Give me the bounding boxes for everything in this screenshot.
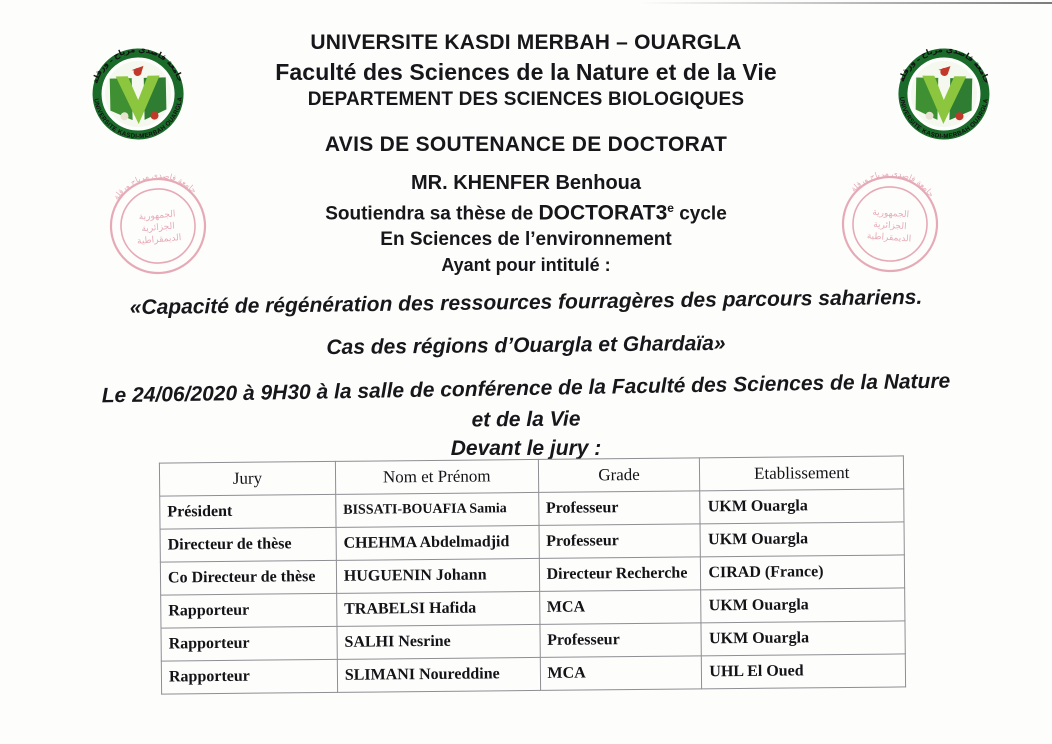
notice-title: AVIS DE SOUTENANCE DE DOCTORAT <box>324 133 728 156</box>
candidate-name: MR. KHENFER Benhoua <box>411 172 641 194</box>
faculty-name: Faculté des Sciences de la Nature et de la Vie <box>275 59 777 85</box>
cell-institution: UKM Ouargla <box>700 489 904 524</box>
jury-label: Devant le jury : <box>450 437 602 460</box>
cell-role: Directeur de thèse <box>160 527 336 562</box>
schedule-line2: et de la Vie <box>471 407 581 432</box>
thesis-title-line1: «Capacité de régénération des ressources fourragères des parcours sahariens. <box>129 285 923 320</box>
svg-text:الجزائرية: الجزائرية <box>872 219 907 233</box>
svg-text:الديمقراطية: الديمقراطية <box>866 231 912 245</box>
svg-text:الجمهورية: الجمهورية <box>138 209 176 223</box>
cell-role: Rapporteur <box>161 626 337 661</box>
scan-edge-artifact <box>640 2 1052 4</box>
cell-institution: UKM Ouargla <box>701 588 905 623</box>
cell-grade: Directeur Recherche <box>539 557 701 592</box>
cell-grade: Professeur <box>538 491 700 526</box>
defense-cycle-word: cycle <box>673 203 727 225</box>
cell-institution: UKM Ouargla <box>701 621 905 656</box>
cell-grade: Professeur <box>539 524 701 559</box>
svg-text:جامعة قاصدي مرباح ورقلة: جامعة قاصدي مرباح ورقلة <box>111 170 199 202</box>
column-header-jury: Jury <box>159 461 335 496</box>
svg-text:UNIVERSITE KASDI-MERBAH OUARGL: UNIVERSITE KASDI-MERBAH OUARGLA <box>898 96 990 141</box>
defense-cycle-number: 3 <box>655 201 668 225</box>
defense-degree-line <box>0 202 1052 224</box>
svg-text:الجمهورية: الجمهورية <box>872 207 910 221</box>
column-header-name: Nom et Prénom <box>335 459 538 494</box>
cell-name: CHEHMA Abdelmadjid <box>336 525 539 560</box>
table-row <box>161 654 905 694</box>
defense-cycle-suffix: e <box>667 201 674 215</box>
university-name: UNIVERSITE KASDI MERBAH – OUARGLA <box>310 31 742 54</box>
cell-name: SALHI Nesrine <box>337 624 540 659</box>
svg-text:UNIVERSITE KASDI-MERBAH OUARGL: UNIVERSITE KASDI-MERBAH OUARGLA <box>92 96 185 141</box>
cell-role: Rapporteur <box>161 659 337 694</box>
schedule-line1: Le 24/06/2020 à 9H30 à la salle de conférence de la Faculté des Sciences de la Nature <box>101 369 951 408</box>
cell-grade: MCA <box>540 656 702 691</box>
column-header-grade: Grade <box>538 458 700 493</box>
defense-degree: DOCTORAT <box>538 201 656 225</box>
cell-institution: UKM Ouargla <box>700 522 904 557</box>
cell-grade: MCA <box>539 590 701 625</box>
cell-role: Rapporteur <box>161 593 337 628</box>
svg-text:جامعة قاصدي مرباح ـ ورقلة: جامعة قاصدي مرباح ـ ورقلة <box>896 44 992 85</box>
intitule-label: Ayant pour intitulé : <box>441 255 611 275</box>
jury-table-body <box>160 489 906 694</box>
column-header-establishment: Etablissement <box>700 456 904 491</box>
thesis-title-line2: Cas des régions d’Ouargla et Ghardaïa» <box>326 331 726 360</box>
cell-grade: Professeur <box>540 623 702 658</box>
cell-name: BISSATI-BOUAFIA Samia <box>336 492 539 527</box>
cell-role: Président <box>160 494 336 529</box>
cell-role: Co Directeur de thèse <box>160 560 336 595</box>
department-name: DEPARTEMENT DES SCIENCES BIOLOGIQUES <box>307 89 745 110</box>
svg-text:جامعة قاصدي مرباح ورقلة: جامعة قاصدي مرباح ورقلة <box>848 168 936 199</box>
svg-text:جامعة قاصدي مرباح ـ ورقلة: جامعة قاصدي مرباح ـ ورقلة <box>90 44 186 85</box>
svg-text:الديمقراطية: الديمقراطية <box>136 233 182 247</box>
cell-name: SLIMANI Noureddine <box>337 657 540 692</box>
cell-name: TRABELSI Hafida <box>337 591 540 626</box>
svg-text:الجزائرية: الجزائرية <box>141 221 176 235</box>
cell-institution: UHL El Oued <box>702 654 906 689</box>
defense-prefix: Soutiendra sa thèse de <box>325 203 539 225</box>
cell-institution: CIRAD (France) <box>701 555 905 590</box>
thesis-field: En Sciences de l’environnement <box>380 229 672 250</box>
jury-table <box>159 455 906 694</box>
jury-table-wrapper <box>159 455 906 694</box>
cell-name: HUGUENIN Johann <box>336 558 539 593</box>
